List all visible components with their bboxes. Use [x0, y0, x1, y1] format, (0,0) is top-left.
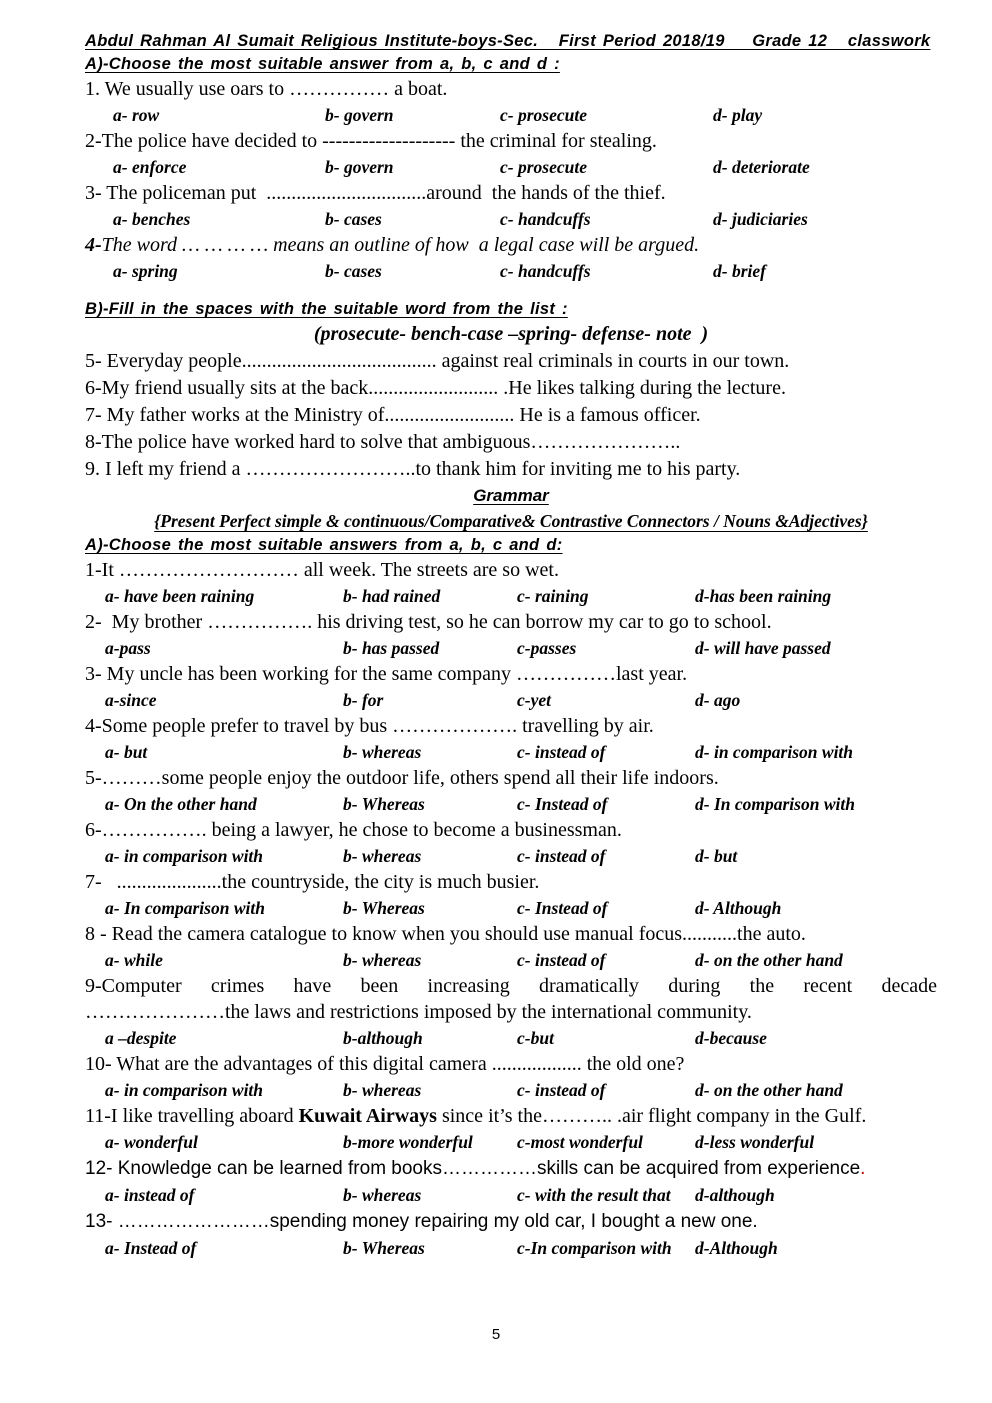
stem-text: The word … … … … means an outline of how a legal case will be argued. — [101, 234, 700, 256]
option: c-passes — [517, 638, 577, 658]
option: c- instead of — [517, 742, 606, 762]
stem-text: 4- — [85, 234, 102, 256]
option: c- Instead of — [517, 794, 608, 814]
option: d-because — [695, 1028, 767, 1048]
options-row — [85, 1129, 937, 1155]
option: b- govern — [325, 105, 394, 125]
options-row — [85, 843, 937, 869]
stem-text: 12- Knowledge can be learned from books……………skills can be acquired from experience — [85, 1158, 861, 1179]
option: a- benches — [113, 209, 191, 229]
option: b- cases — [325, 261, 382, 281]
question-stem — [85, 921, 937, 947]
question — [85, 921, 937, 973]
question — [85, 76, 937, 128]
options-row — [85, 1235, 937, 1261]
question — [85, 1155, 937, 1208]
option: b- had rained — [343, 586, 441, 606]
option: a-since — [105, 690, 157, 710]
option: d-less wonderful — [695, 1132, 815, 1152]
question-stem — [85, 180, 937, 206]
options-row — [85, 102, 937, 128]
option: d-Although — [695, 1238, 778, 1258]
option: d- Although — [695, 898, 782, 918]
grammar-topics: {Present Perfect simple & continuous/Comparative& Contrastive Connectors / Nouns &Adjectives} — [154, 511, 868, 531]
option: a- but — [105, 742, 148, 762]
grammar-title-text: Grammar — [473, 486, 549, 505]
stem-text: 1-It ……………………… all week. The streets are so wet. — [85, 559, 559, 581]
question — [85, 1051, 937, 1103]
options-row — [85, 791, 937, 817]
stem-text: 10- What are the advantages of this digital camera .................. the old one? — [85, 1053, 685, 1075]
options-row — [85, 635, 937, 661]
question-stem — [85, 869, 937, 895]
option: c- instead of — [517, 846, 606, 866]
question-stem — [85, 557, 937, 583]
stem-text: . — [860, 1158, 866, 1179]
option: a- instead of — [105, 1185, 195, 1205]
question-stem — [85, 817, 937, 843]
fill-item: 5- Everyday people....................................... against real criminals in courts in our town. — [85, 350, 790, 372]
options-row — [85, 947, 937, 973]
option: b- whereas — [343, 846, 422, 866]
question — [85, 1208, 937, 1261]
question — [85, 817, 937, 869]
option: c- raining — [517, 586, 589, 606]
question-stem — [85, 232, 937, 258]
option: a- have been raining — [105, 586, 255, 606]
question — [85, 973, 937, 1051]
stem-text: 2-The police have decided to -------------------- the criminal for stealing. — [85, 130, 657, 152]
question-stem — [85, 128, 937, 154]
fill-item: 6-My friend usually sits at the back.......................... .He likes talking during the lecture. — [85, 377, 786, 399]
option: b- Whereas — [343, 898, 425, 918]
option: c-In comparison with — [517, 1238, 672, 1258]
options-row — [85, 1025, 937, 1051]
question-stem — [85, 1208, 937, 1235]
stem-text: 1. We usually use oars to …………… a boat. — [85, 78, 448, 100]
option: a- Instead of — [105, 1238, 197, 1258]
option: a- enforce — [113, 157, 187, 177]
question — [85, 765, 937, 817]
section-b-items — [85, 348, 937, 483]
options-row — [85, 739, 937, 765]
grammar-questions — [85, 557, 937, 1261]
option: d- in comparison with — [695, 742, 854, 762]
option: d- play — [713, 105, 763, 125]
stem-text: 8 - Read the camera catalogue to know when you should use manual focus...........the auto. — [85, 923, 806, 945]
question-stem — [85, 1051, 937, 1077]
option: a- wonderful — [105, 1132, 198, 1152]
option: b- for — [343, 690, 384, 710]
question-stem — [85, 973, 937, 999]
option: b-although — [343, 1028, 423, 1048]
grammar-heading: A)-Choose the most suitable answers from a, b, c and d: — [85, 536, 563, 554]
question — [85, 713, 937, 765]
option: a-pass — [105, 638, 151, 658]
question — [85, 869, 937, 921]
option: b- whereas — [343, 950, 422, 970]
section-a-heading: A)-Choose the most suitable answer from a, b, c and d : — [85, 55, 560, 73]
option: d- deteriorate — [713, 157, 810, 177]
option: a –despite — [105, 1028, 177, 1048]
question-stem — [85, 1155, 937, 1182]
page-number: 5 — [491, 1326, 501, 1343]
option: d- but — [695, 846, 738, 866]
option: c- prosecute — [500, 157, 587, 177]
option: d- will have passed — [695, 638, 831, 658]
question-stem — [85, 713, 937, 739]
question — [85, 1103, 937, 1155]
option: d- brief — [713, 261, 766, 281]
option: a- In comparison with — [105, 898, 265, 918]
option: c- handcuffs — [500, 209, 591, 229]
option: b- Whereas — [343, 794, 425, 814]
options-row — [85, 154, 937, 180]
option: a- in comparison with — [105, 1080, 264, 1100]
option: c- Instead of — [517, 898, 608, 918]
option: b- whereas — [343, 1185, 422, 1205]
options-row — [85, 258, 937, 284]
stem-text: 13- ……………………spending money repairing my old car, I bought a new one. — [85, 1211, 758, 1232]
question-stem — [85, 1103, 937, 1129]
options-row — [85, 583, 937, 609]
option: c- instead of — [517, 1080, 606, 1100]
stem-text: 6-……………. being a lawyer, he chose to become a businessman. — [85, 819, 622, 841]
option: a- while — [105, 950, 163, 970]
fill-item: 7- My father works at the Ministry of.......................... He is a famous officer. — [85, 404, 701, 426]
option: c- instead of — [517, 950, 606, 970]
exam-title: Abdul Rahman Al Sumait Religious Institute-boys-Sec. First Period 2018/19 Grade 12 classwork — [85, 32, 931, 50]
stem-text: 3- My uncle has been working for the same company ……………last year. — [85, 663, 688, 685]
stem-text: Kuwait Airways — [298, 1105, 437, 1127]
option: b- has passed — [343, 638, 440, 658]
question — [85, 661, 937, 713]
stem-text: 2- My brother ……………. his driving test, so he can borrow my car to go to school. — [85, 611, 772, 633]
options-row — [85, 895, 937, 921]
section-b — [85, 298, 937, 483]
section-b-heading: B)-Fill in the spaces with the suitable word from the list : — [85, 300, 568, 318]
question-stem — [85, 76, 937, 102]
question-stem — [85, 999, 937, 1025]
option: b- whereas — [343, 742, 422, 762]
question — [85, 609, 937, 661]
stem-text: 11-I like travelling aboard — [85, 1105, 299, 1127]
option: b- Whereas — [343, 1238, 425, 1258]
options-row — [85, 206, 937, 232]
option: a- spring — [113, 261, 178, 281]
option: b- whereas — [343, 1080, 422, 1100]
question — [85, 232, 937, 284]
option: d- on the other hand — [695, 1080, 843, 1100]
question-stem — [85, 609, 937, 635]
option: b- govern — [325, 157, 394, 177]
option: b-more wonderful — [343, 1132, 473, 1152]
option: c- prosecute — [500, 105, 587, 125]
fill-item: 8-The police have worked hard to solve that ambiguous………………….. — [85, 431, 681, 453]
stem-text: since it’s the……….. .air flight company in the Gulf. — [436, 1105, 867, 1127]
option: d- ago — [695, 690, 741, 710]
option: d-has been raining — [695, 586, 832, 606]
options-row — [85, 1077, 937, 1103]
option: d- on the other hand — [695, 950, 843, 970]
fill-item: 9. I left my friend a ……………………..to thank him for inviting me to his party. — [85, 458, 741, 480]
option: c- handcuffs — [500, 261, 591, 281]
option: c-but — [517, 1028, 554, 1048]
option: c- with the result that — [517, 1185, 671, 1205]
option: c-yet — [517, 690, 551, 710]
question-stem — [85, 765, 937, 791]
option: d- In comparison with — [695, 794, 855, 814]
question — [85, 180, 937, 232]
section-a-questions — [85, 76, 937, 284]
option: a- On the other hand — [105, 794, 257, 814]
stem-text: 4-Some people prefer to travel by bus ………………. travelling by air. — [85, 715, 654, 737]
word-list: (prosecute- bench-case –spring- defense- note ) — [313, 323, 709, 345]
question — [85, 128, 937, 180]
option: b- cases — [325, 209, 382, 229]
question-stem — [85, 661, 937, 687]
stem-text: 5-………some people enjoy the outdoor life, others spend all their life indoors. — [85, 767, 719, 789]
option: a- row — [113, 105, 160, 125]
question — [85, 557, 937, 609]
option: a- in comparison with — [105, 846, 264, 866]
options-row — [85, 687, 937, 713]
stem-text: 9-Computer crimes have been increasing dramatically during the recent decade — [85, 975, 937, 997]
option: d- judiciaries — [713, 209, 808, 229]
option: c-most wonderful — [517, 1132, 643, 1152]
stem-text: 7- .....................the countryside, the city is much busier. — [85, 871, 540, 893]
stem-text: 3- The policeman put ................................around the hands of the thief. — [85, 182, 666, 204]
options-row — [85, 1182, 937, 1208]
option: d-although — [695, 1185, 775, 1205]
grammar-title — [85, 483, 937, 509]
stem-text: …………………the laws and restrictions imposed by the international community. — [85, 1001, 752, 1023]
